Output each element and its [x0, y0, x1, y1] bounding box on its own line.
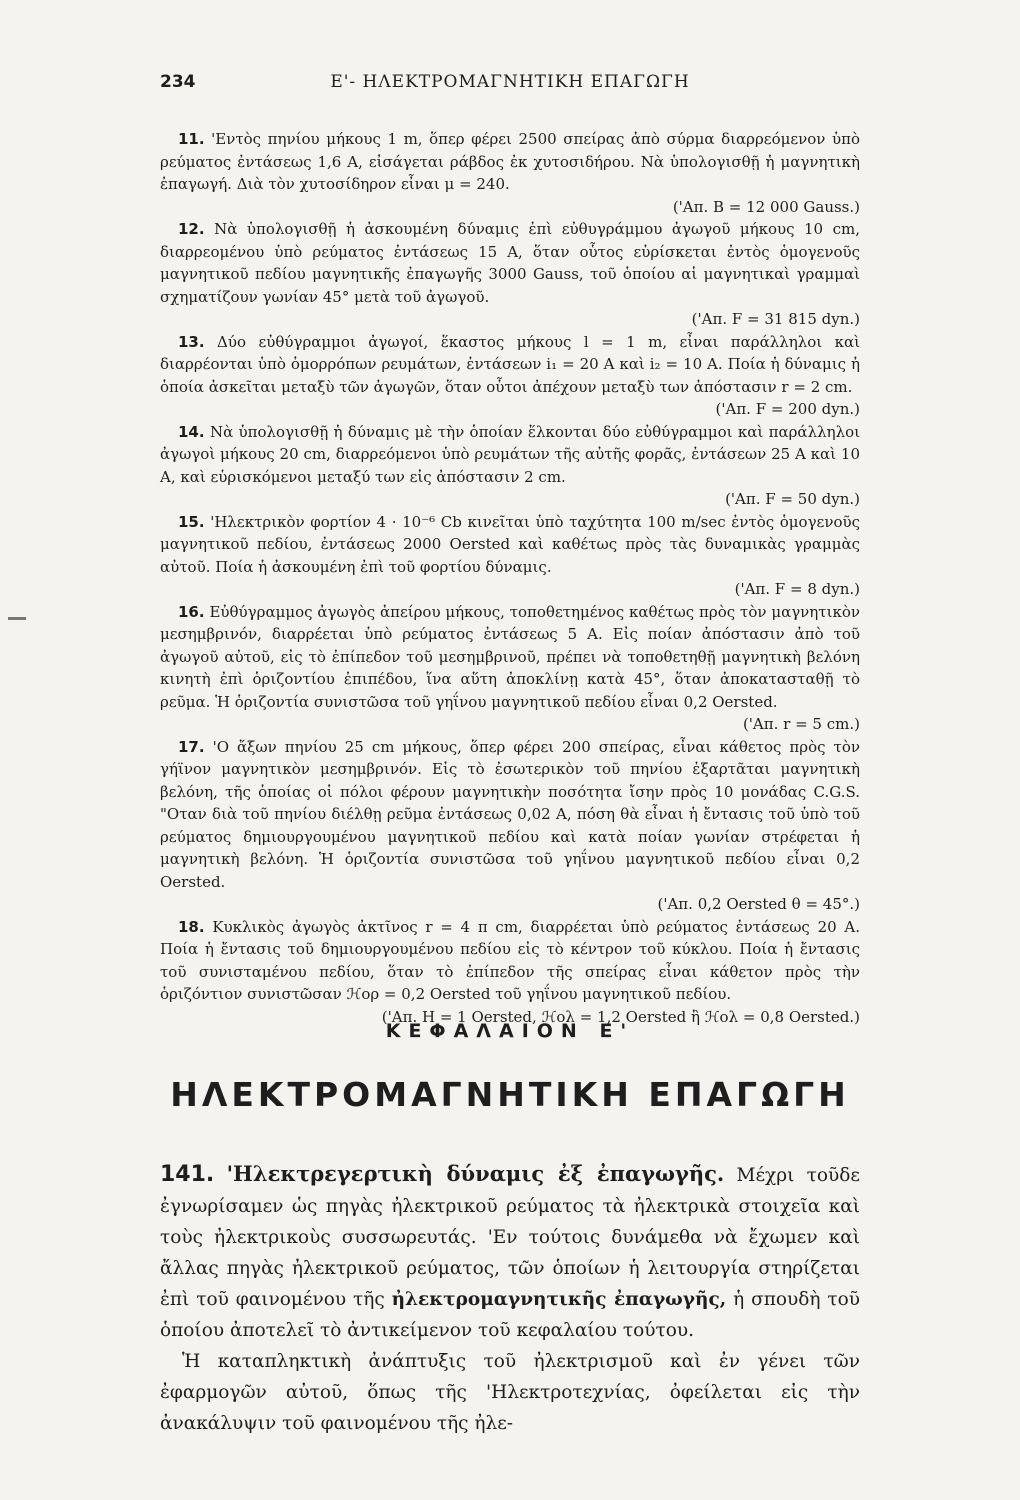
problem-list [160, 128, 860, 1028]
problem-answer: ('Απ. F = 200 dyn.) [715, 400, 860, 418]
problem-14 [160, 421, 860, 511]
problem-11 [160, 128, 860, 218]
problem-answer: ('Απ. B = 12 000 Gauss.) [672, 197, 860, 216]
paragraph-text: ἡ σπουδὴ τοῦ ὁποίου ἀποτελεῖ τὸ ἀντικείμενον τοῦ κεφαλαίου τούτου. [160, 1289, 860, 1341]
problem-number: 14. [178, 422, 205, 441]
problem-15 [160, 511, 860, 601]
chapter-title: ΗΛΕΚΤΡΟΜΑΓΝΗΤΙΚΗ ΕΠΑΓΩΓΗ [170, 1075, 850, 1114]
problem-text: Εὐθύγραμμος ἀγωγὸς ἀπείρου μήκους, τοποθετημένος καθέτως πρὸς τὸν μαγνητικὸν μεσημβρινόν, διαρρέεται ὑπὸ ρεύματος ἐντάσεως 5 A. Εἰς ποίαν ἀπόστασιν ἀπὸ τοῦ ἀγωγοῦ αὐτοῦ, εἰς τὸ ἐπίπεδον τοῦ μεσημβρινοῦ, πρέπει νὰ τοποθετηθῇ μαγνητικὴ βελόνη κινητὴ ἐπὶ ὁριζοντίου ἐπιπέδου, ἵνα αὕτη ἀποκλίνῃ κατὰ 45°, ὅταν ἀποκατασταθῇ τὸ ρεῦμα. Ἡ ὁριζοντία συνιστῶσα τοῦ γηΐνου μαγνητικοῦ πεδίου εἶναι 0,2 Oersted. [160, 602, 860, 711]
problem-text: 'Ο ἄξων πηνίου 25 cm μήκους, ὅπερ φέρει 200 σπείρας, εἶναι κάθετος πρὸς τὸν γήϊνον μαγνητικὸν μεσημβρινόν. Εἰς τὸ ἐσωτερικὸν τοῦ πηνίου ἐξαρτᾶται μαγνητικὴ βελόνη, τῆς ὁποίας οἱ πόλοι φέρουν μαγνητικὴν ποσότητα ἴσην πρὸς 10 μονάδας C.G.S. "Οταν διὰ τοῦ πηνίου διέλθῃ ρεῦμα ἐντάσεως 0,02 A, πόση θὰ εἶναι ἡ ἔντασις τοῦ ὑπὸ τοῦ ρεύματος δημιουργουμένου μαγνητικοῦ πεδίου καὶ κατὰ ποίαν γωνίαν στρέφεται ἡ μαγνητικὴ βελόνη. Ἡ ὁριζοντία συνιστῶσα τοῦ γηΐνου μαγνητικοῦ πεδίου εἶναι 0,2 Oersted. [160, 737, 860, 891]
problem-text: 'Ηλεκτρικὸν φορτίον 4 · 10⁻⁶ Cb κινεῖται ὑπὸ ταχύτητα 100 m/sec ἐντὸς ὁμογενοῦς μαγνητικοῦ πεδίου, ἐντάσεως 2000 Oersted καὶ καθέτως πρὸς τὰς δυναμικὰς γραμμὰς αὐτοῦ. Ποία ἡ ἀσκουμένη ἐπὶ τοῦ φορτίου δύναμις. [160, 512, 860, 576]
problem-16 [160, 601, 860, 736]
running-title: Ε'- ΗΛΕΚΤΡΟΜΑΓΝΗΤΙΚΗ ΕΠΑΓΩΓΗ [330, 72, 690, 92]
section-title: 'Ηλεκτρεγερτικὴ δύναμις ἐξ ἐπαγωγῆς. [226, 1161, 725, 1186]
problem-number: 17. [178, 737, 205, 756]
problem-number: 15. [178, 512, 205, 531]
section-body [160, 1158, 860, 1439]
problem-number: 12. [178, 220, 205, 238]
section-paragraph-1 [160, 1158, 860, 1346]
chapter-label: ΚΕΦΑΛΑΙΟΝ Ε' [385, 1020, 635, 1042]
problem-text: Δύο εὐθύγραμμοι ἀγωγοί, ἕκαστος μήκους l = 1 m, εἶναι παράλληλοι καὶ διαρρέονται ὑπὸ ὁμορρόπων ρευμάτων, ἐντάσεων i₁ = 20 A καὶ i₂ = 10 A. Ποία ἡ δύναμις ἡ ὁποία ἀσκεῖται μεταξὺ τῶν ἀγωγῶν, ὅταν οὗτοι ἀπέχουν μεταξὺ των ἀπόστασιν r = 2 cm. [160, 332, 860, 396]
problem-answer: ('Απ. r = 5 cm.) [742, 715, 860, 733]
section-number: 141. [160, 1162, 215, 1187]
problem-answer: ('Απ. F = 31 815 dyn.) [691, 310, 860, 328]
problem-answer: ('Απ. 0,2 Oersted θ = 45°.) [657, 895, 860, 913]
paragraph-text: Μέχρι τοῦδε ἐγνωρίσαμεν ὡς πηγὰς ἠλεκτρικοῦ ρεύματος τὰ ἠλεκτρικὰ στοιχεῖα καὶ τοὺς ἠλεκτρικοὺς συσσωρευτάς. 'Εν τούτοις δυνάμεθα νὰ ἔχωμεν καὶ ἄλλας πηγὰς ἠλεκτρικοῦ ρεύματος, τῶν ὁποίων ἡ λειτουργία στηρίζεται ἐπὶ τοῦ φαινομένου τῆς [160, 1165, 860, 1310]
problem-18 [160, 916, 860, 1029]
problem-17 [160, 736, 860, 916]
problem-text: Νὰ ὑπολογισθῇ ἡ ἀσκουμένη δύναμις ἐπὶ εὐθυγράμμου ἀγωγοῦ μήκους 10 cm, διαρρεομένου ὑπὸ ρεύματος ἐντάσεως 15 A, ὅταν οὗτος εὑρίσκεται ἐντὸς ὁμογενοῦς μαγνητικοῦ πεδίου μαγνητικῆς ἐπαγωγῆς 3000 Gauss, τοῦ ὁποίου αἱ μαγνητικαὶ γραμμαὶ σχηματίζουν γωνίαν 45° μετὰ τοῦ ἀγωγοῦ. [160, 220, 860, 306]
problem-text: Νὰ ὑπολογισθῇ ἡ δύναμις μὲ τὴν ὁποίαν ἕλκονται δύο εὐθύγραμμοι καὶ παράλληλοι ἀγωγοὶ μήκους 20 cm, διαρρεόμενοι ὑπὸ ρευμάτων τῆς αὐτῆς φορᾶς, ἐντάσεων 25 A καὶ 10 A, καὶ εὑρισκόμενοι μεταξύ των εἰς ἀπόστασιν 2 cm. [160, 422, 860, 486]
section-paragraph-2: Ἡ καταπληκτικὴ ἀνάπτυξις τοῦ ἠλεκτρισμοῦ καὶ ἐν γένει τῶν ἐφαρμογῶν αὐτοῦ, ὅπως τῆς 'Ηλεκτροτεχνίας, ὀφείλεται εἰς τὴν ἀνακάλυψιν τοῦ φαινομένου τῆς ἠλε- [160, 1351, 860, 1434]
problem-text: Κυκλικὸς ἀγωγὸς ἀκτῖνος r = 4 π cm, διαρρέεται ὑπὸ ρεύματος ἐντάσεως 20 A. Ποία ἡ ἔντασις τοῦ δημιουργουμένου πεδίου εἰς τὸ κέντρον τοῦ κύκλου. Ποία ἡ ἔντασις τοῦ συνισταμένου πεδίου, ὅταν τὸ ἐπίπεδον τῆς σπείρας εἶναι κάθετον πρὸς τὴν ὁριζόντιον συνιστῶσαν ℋορ = 0,2 Oersted τοῦ γηΐνου μαγνητικοῦ πεδίου. [160, 917, 860, 1003]
problem-13 [160, 331, 860, 421]
problem-number: 16. [178, 602, 205, 621]
problem-number: 18. [178, 917, 205, 936]
page-number: 234 [160, 72, 196, 92]
problem-12 [160, 218, 860, 331]
problem-answer: ('Απ. F = 8 dyn.) [734, 580, 860, 598]
problem-number: 11. [178, 130, 205, 148]
problem-number: 13. [178, 332, 205, 351]
problem-answer: ('Απ. F = 50 dyn.) [725, 490, 860, 508]
problem-text: 'Εντὸς πηνίου μήκους 1 m, ὅπερ φέρει 2500 σπείρας ἀπὸ σύρμα διαρρεόμενον ὑπὸ ρεύματος ἐντάσεως 1,6 A, εἰσάγεται ράβδος ἐκ χυτοσιδήρου. Νὰ ὑπολογισθῇ ἡ μαγνητικὴ ἐπαγωγή. Διὰ τὸν χυτοσίδηρον εἶναι μ = 240. [160, 130, 860, 193]
problem-answer: ('Απ. H = 1 Oersted, ℋολ = 1,2 Oersted ἢ ℋολ = 0,8 Oersted.) [381, 1007, 860, 1026]
bold-term: ἠλεκτρομαγνητικῆς ἐπαγωγῆς, [391, 1289, 727, 1310]
margin-scan-mark [8, 617, 26, 620]
page-header [160, 72, 860, 102]
